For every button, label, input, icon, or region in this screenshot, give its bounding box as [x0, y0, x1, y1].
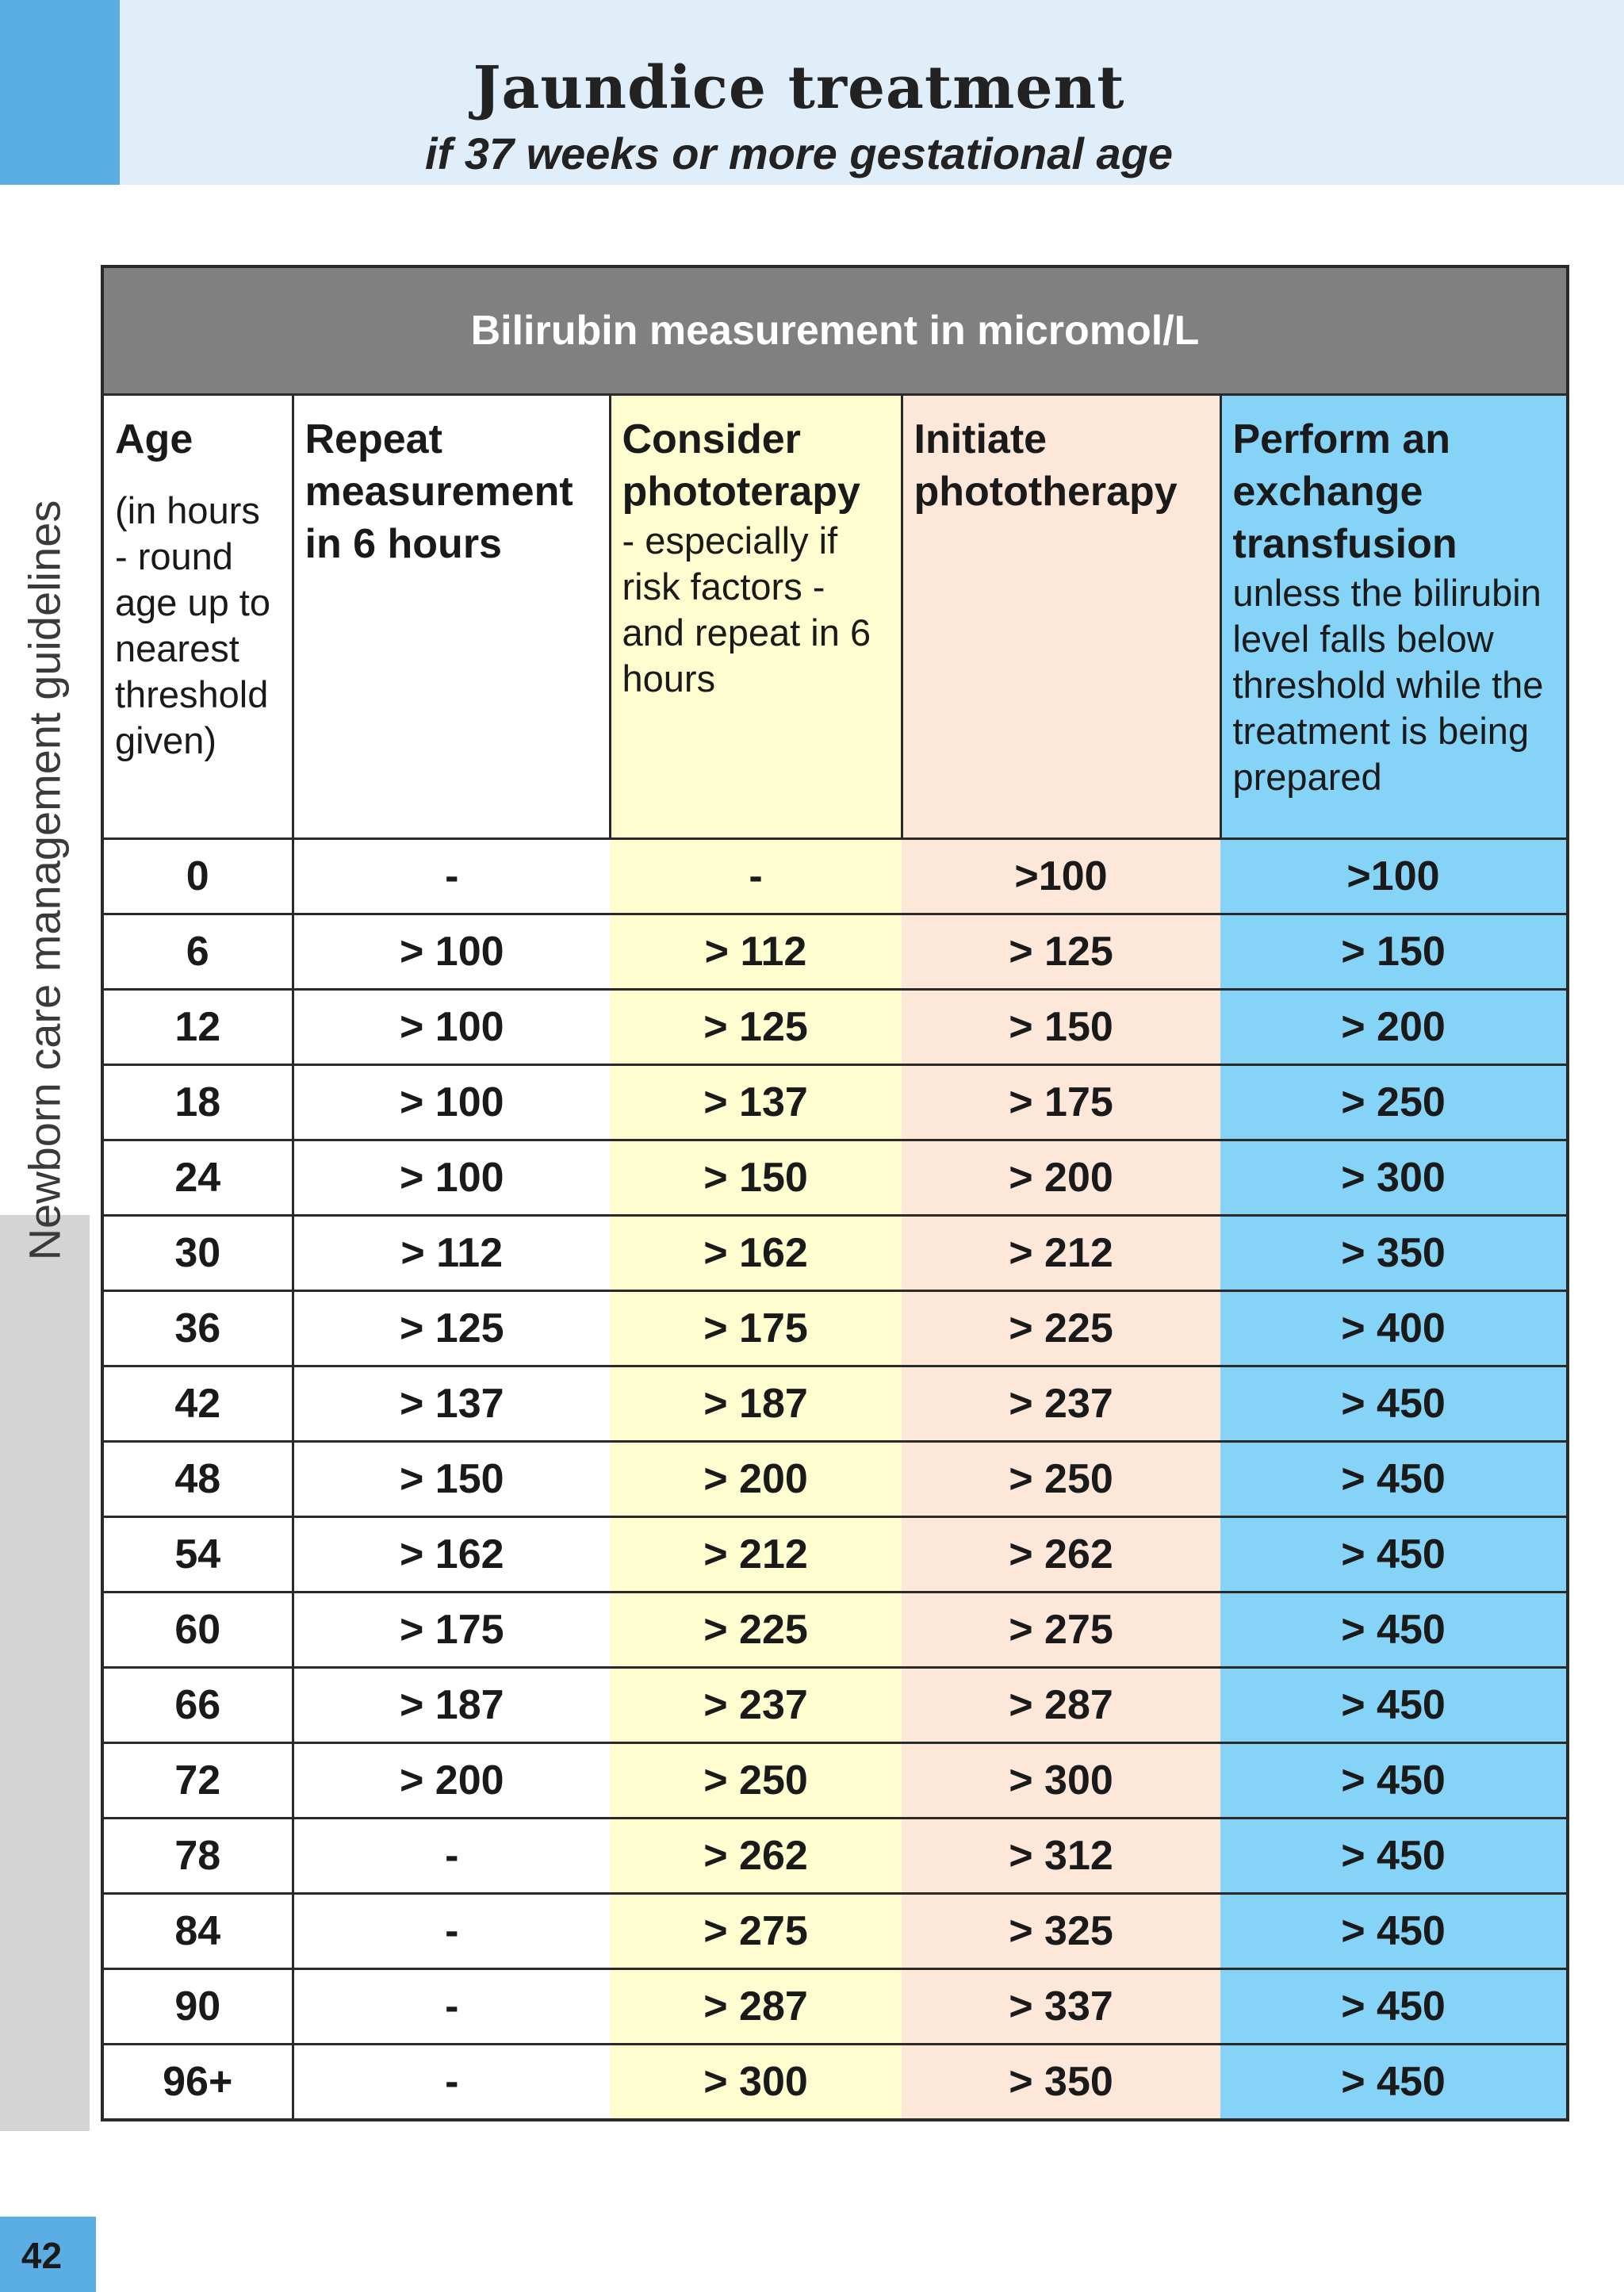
- column-header-repeat: [293, 395, 610, 839]
- initiate-cell: > 300: [902, 1743, 1220, 1819]
- exchange-cell: > 450: [1220, 2045, 1566, 2119]
- table-row: [104, 1668, 1566, 1743]
- column-title: Perform an exchange transfusion: [1232, 416, 1457, 567]
- initiate-cell: > 350: [902, 2045, 1220, 2119]
- consider-cell: > 237: [610, 1668, 902, 1743]
- age-cell: 18: [104, 1065, 293, 1140]
- table-row: [104, 1291, 1566, 1366]
- repeat-cell: > 162: [293, 1517, 610, 1593]
- consider-cell: > 212: [610, 1517, 902, 1593]
- side-tab-label: Newborn care management guidelines: [19, 500, 70, 1261]
- repeat-cell: > 100: [293, 1065, 610, 1140]
- column-description: - especially if risk factors - and repeat in 6 hours: [622, 519, 871, 699]
- consider-cell: > 137: [610, 1065, 902, 1140]
- column-header-row: [104, 395, 1566, 839]
- consider-cell: > 162: [610, 1216, 902, 1291]
- initiate-cell: > 337: [902, 1969, 1220, 2045]
- exchange-cell: > 450: [1220, 1819, 1566, 1894]
- consider-cell: > 262: [610, 1819, 902, 1894]
- repeat-cell: > 100: [293, 914, 610, 990]
- age-cell: 54: [104, 1517, 293, 1593]
- initiate-cell: > 212: [902, 1216, 1220, 1291]
- initiate-cell: >100: [902, 839, 1220, 914]
- age-cell: 72: [104, 1743, 293, 1819]
- table-banner: Bilirubin measurement in micromol/L: [104, 268, 1566, 395]
- exchange-cell: > 250: [1220, 1065, 1566, 1140]
- consider-cell: > 250: [610, 1743, 902, 1819]
- exchange-cell: > 150: [1220, 914, 1566, 990]
- initiate-cell: > 225: [902, 1291, 1220, 1366]
- column-header-exchange: [1220, 395, 1566, 839]
- column-description: unless the bilirubin level falls below threshold while the treatment is being prepared: [1232, 572, 1544, 798]
- repeat-cell: -: [293, 839, 610, 914]
- exchange-cell: > 200: [1220, 990, 1566, 1065]
- table-row: [104, 914, 1566, 990]
- consider-cell: > 275: [610, 1894, 902, 1969]
- age-cell: 36: [104, 1291, 293, 1366]
- initiate-cell: > 150: [902, 990, 1220, 1065]
- age-cell: 90: [104, 1969, 293, 2045]
- exchange-cell: > 450: [1220, 1366, 1566, 1442]
- exchange-cell: >100: [1220, 839, 1566, 914]
- age-cell: 78: [104, 1819, 293, 1894]
- column-title: Initiate phototherapy: [914, 416, 1178, 515]
- initiate-cell: > 275: [902, 1593, 1220, 1668]
- initiate-cell: > 287: [902, 1668, 1220, 1743]
- table-row: [104, 1140, 1566, 1216]
- consider-cell: > 112: [610, 914, 902, 990]
- table-row: [104, 1969, 1566, 2045]
- exchange-cell: > 450: [1220, 1517, 1566, 1593]
- table-row: [104, 1819, 1566, 1894]
- repeat-cell: -: [293, 2045, 610, 2119]
- age-cell: 12: [104, 990, 293, 1065]
- repeat-cell: > 137: [293, 1366, 610, 1442]
- table-row: [104, 1216, 1566, 1291]
- initiate-cell: > 325: [902, 1894, 1220, 1969]
- repeat-cell: > 100: [293, 990, 610, 1065]
- table-body: [104, 839, 1566, 2119]
- age-cell: 6: [104, 914, 293, 990]
- table-row: [104, 1743, 1566, 1819]
- side-tab: [0, 1215, 90, 2131]
- exchange-cell: > 450: [1220, 1743, 1566, 1819]
- page-title: Jaundice treatment: [473, 54, 1125, 122]
- column-title: Age: [115, 416, 193, 462]
- column-header-age: [104, 395, 293, 839]
- column-title: Repeat measurement in 6 hours: [304, 416, 573, 567]
- table-row: [104, 990, 1566, 1065]
- initiate-cell: > 125: [902, 914, 1220, 990]
- exchange-cell: > 450: [1220, 1969, 1566, 2045]
- exchange-cell: > 400: [1220, 1291, 1566, 1366]
- initiate-cell: > 250: [902, 1442, 1220, 1517]
- initiate-cell: > 200: [902, 1140, 1220, 1216]
- column-title: Consider phototerapy: [622, 416, 860, 515]
- exchange-cell: > 450: [1220, 1442, 1566, 1517]
- consider-cell: > 300: [610, 2045, 902, 2119]
- age-cell: 30: [104, 1216, 293, 1291]
- consider-cell: > 287: [610, 1969, 902, 2045]
- repeat-cell: > 200: [293, 1743, 610, 1819]
- bilirubin-table: [101, 265, 1569, 2121]
- consider-cell: > 200: [610, 1442, 902, 1517]
- repeat-cell: > 175: [293, 1593, 610, 1668]
- table-row: [104, 1065, 1566, 1140]
- initiate-cell: > 175: [902, 1065, 1220, 1140]
- consider-cell: -: [610, 839, 902, 914]
- consider-cell: > 125: [610, 990, 902, 1065]
- repeat-cell: -: [293, 1819, 610, 1894]
- exchange-cell: > 300: [1220, 1140, 1566, 1216]
- repeat-cell: -: [293, 1969, 610, 2045]
- table-row: [104, 1517, 1566, 1593]
- consider-cell: > 225: [610, 1593, 902, 1668]
- repeat-cell: > 150: [293, 1442, 610, 1517]
- exchange-cell: > 350: [1220, 1216, 1566, 1291]
- column-description: (in hours - round age up to nearest threshold given): [115, 489, 271, 761]
- repeat-cell: > 125: [293, 1291, 610, 1366]
- repeat-cell: > 112: [293, 1216, 610, 1291]
- table-row: [104, 1442, 1566, 1517]
- age-cell: 48: [104, 1442, 293, 1517]
- age-cell: 96+: [104, 2045, 293, 2119]
- column-header-initiate: [902, 395, 1220, 839]
- table-row: [104, 2045, 1566, 2119]
- table-row: [104, 1593, 1566, 1668]
- age-cell: 84: [104, 1894, 293, 1969]
- exchange-cell: > 450: [1220, 1593, 1566, 1668]
- initiate-cell: > 237: [902, 1366, 1220, 1442]
- consider-cell: > 150: [610, 1140, 902, 1216]
- age-cell: 24: [104, 1140, 293, 1216]
- exchange-cell: > 450: [1220, 1668, 1566, 1743]
- age-cell: 42: [104, 1366, 293, 1442]
- age-cell: 66: [104, 1668, 293, 1743]
- age-cell: 0: [104, 839, 293, 914]
- page-number: 42: [21, 2235, 63, 2276]
- column-header-consider: [610, 395, 902, 839]
- table-row: [104, 839, 1566, 914]
- exchange-cell: > 450: [1220, 1894, 1566, 1969]
- initiate-cell: > 262: [902, 1517, 1220, 1593]
- consider-cell: > 187: [610, 1366, 902, 1442]
- page-subtitle: if 37 weeks or more gestational age: [424, 128, 1174, 178]
- table-row: [104, 1366, 1566, 1442]
- table-row: [104, 1894, 1566, 1969]
- initiate-cell: > 312: [902, 1819, 1220, 1894]
- consider-cell: > 175: [610, 1291, 902, 1366]
- repeat-cell: -: [293, 1894, 610, 1969]
- age-cell: 60: [104, 1593, 293, 1668]
- repeat-cell: > 187: [293, 1668, 610, 1743]
- repeat-cell: > 100: [293, 1140, 610, 1216]
